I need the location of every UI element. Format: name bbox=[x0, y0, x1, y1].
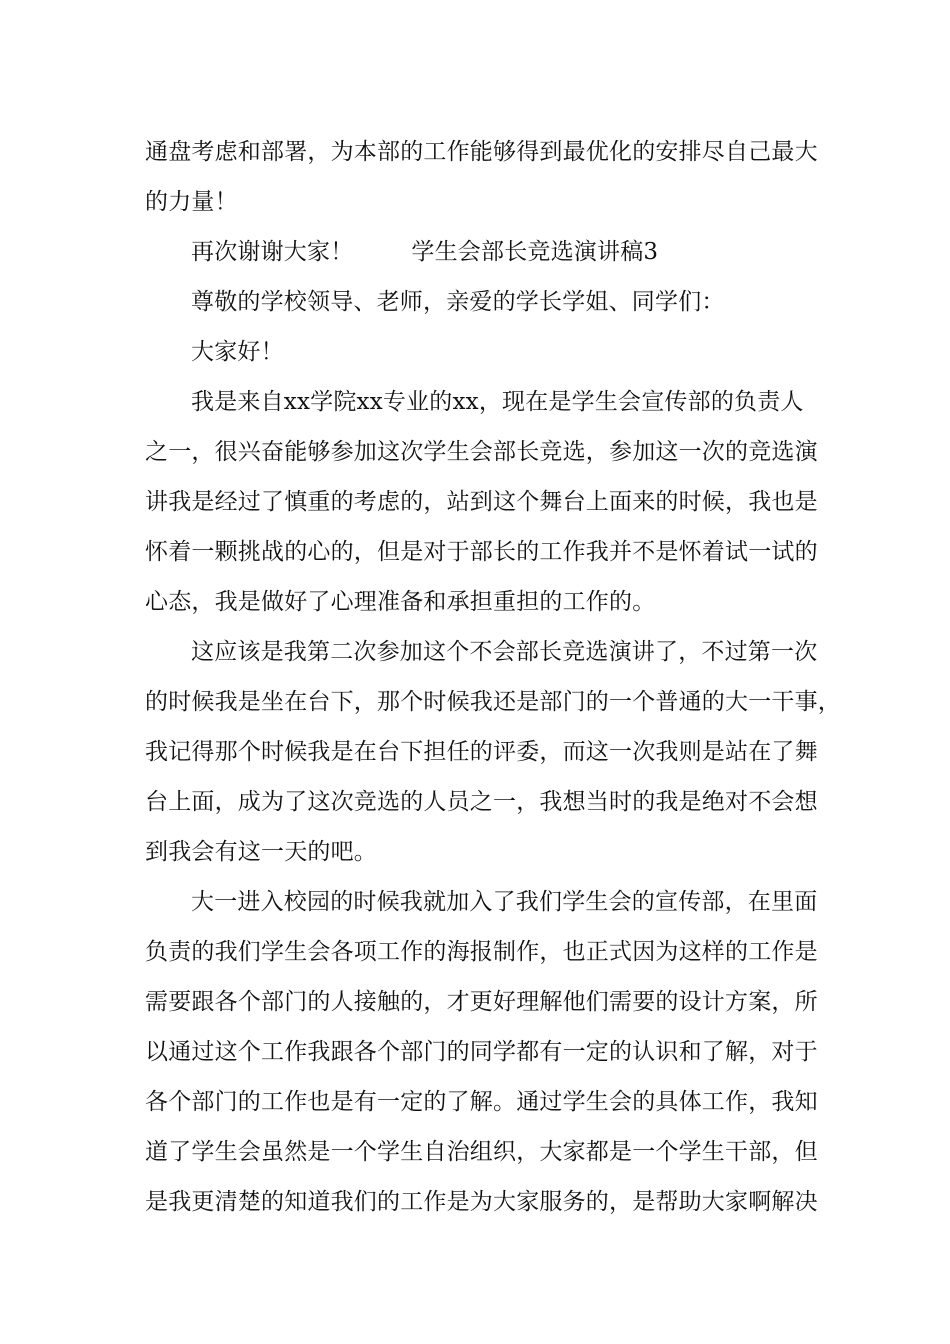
text-line: 之一，很兴奋能够参加这次学生会部长竞选，参加这一次的竞选演 bbox=[145, 439, 818, 465]
text-line: 负责的我们学生会各项工作的海报制作，也正式因为这样的工作是 bbox=[145, 939, 818, 965]
greeting: 大家好！ bbox=[191, 339, 284, 365]
text-line: 各个部门的工作也是有一定的了解。通过学生会的具体工作，我知 bbox=[145, 1089, 818, 1115]
text-line: 讲我是经过了慎重的考虑的，站到这个舞台上面来的时候，我也是 bbox=[145, 489, 818, 515]
text-line: 是我更清楚的知道我们的工作是为大家服务的，是帮助大家啊解决 bbox=[145, 1189, 818, 1215]
text-line: 这应该是我第二次参加这个不会部长竞选演讲了，不过第一次 bbox=[191, 639, 818, 665]
text-line: 到我会有这一天的吧。 bbox=[145, 839, 377, 865]
text-line: 通盘考虑和部署，为本部的工作能够得到最优化的安排尽自己最大 bbox=[145, 139, 818, 165]
text-line: 我记得那个时候我是在台下担任的评委，而这一次我则是站在了舞 bbox=[145, 739, 818, 765]
text-line: 道了学生会虽然是一个学生自治组织，大家都是一个学生干部，但 bbox=[145, 1139, 818, 1165]
closing-text: 再次谢谢大家！ bbox=[191, 239, 354, 265]
text-line: 需要跟各个部门的人接触的，才更好理解他们需要的设计方案，所 bbox=[145, 989, 818, 1015]
text-line: 心态，我是做好了心理准备和承担重担的工作的。 bbox=[145, 589, 656, 615]
text-line: 我是来自xx学院xx专业的xx，现在是学生会宣传部的负责人 bbox=[191, 389, 804, 415]
text-line: 台上面，成为了这次竞选的人员之一，我想当时的我是绝对不会想 bbox=[145, 789, 818, 815]
salutation: 尊敬的学校领导、老师，亲爱的学长学姐、同学们： bbox=[191, 289, 725, 315]
text-line: 大一进入校园的时候我就加入了我们学生会的宣传部，在里面 bbox=[191, 889, 818, 915]
text-line: 怀着一颗挑战的心的，但是对于部长的工作我并不是怀着试一试的 bbox=[145, 539, 818, 565]
text-line: 的时候我是坐在台下，那个时候我还是部门的一个普通的大一干事， bbox=[145, 689, 841, 715]
text-line: 以通过这个工作我跟各个部门的同学都有一定的认识和了解，对于 bbox=[145, 1039, 818, 1065]
text-line bbox=[191, 237, 658, 267]
section-heading: 学生会部长竞选演讲稿3 bbox=[411, 239, 659, 265]
text-line: 的力量！ bbox=[145, 189, 238, 215]
